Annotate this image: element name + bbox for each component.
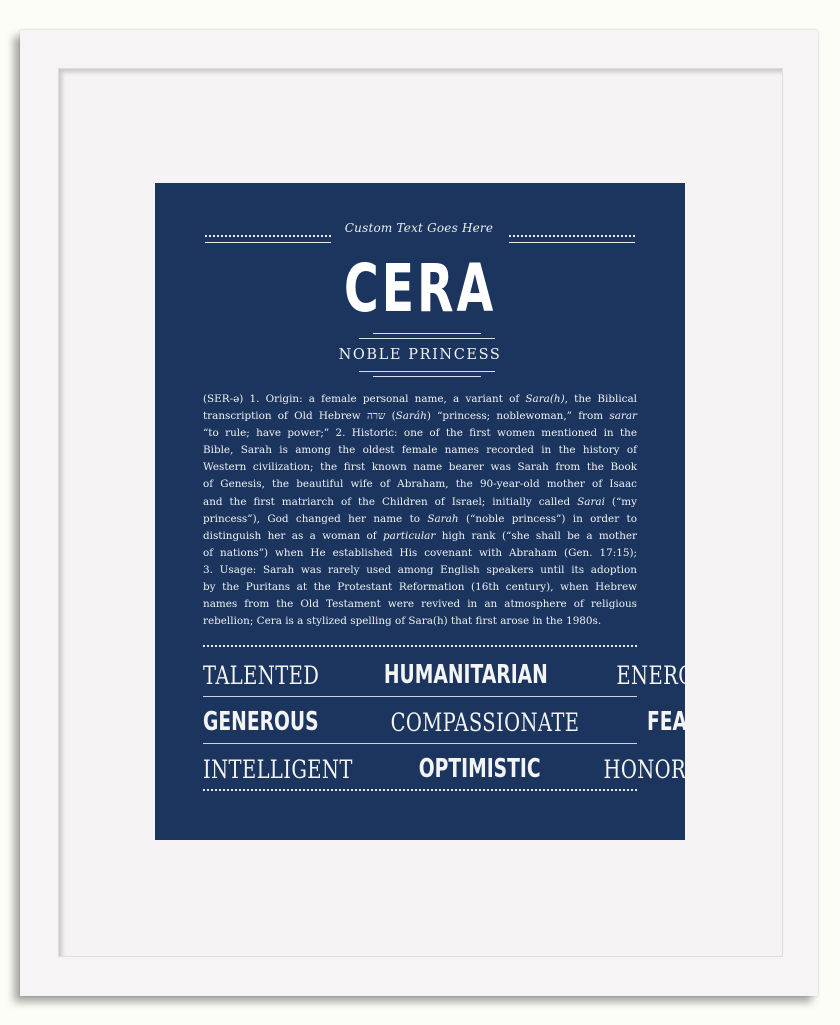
trait-word: FEARLESS <box>646 707 752 737</box>
definition-line: of Genesis, the beautiful wife of Abraham, the 90-year-old mother of Isaac <box>203 478 637 491</box>
definition-line: of nations”) when He established His covenant with Abraham (Gen. 17:15); <box>203 546 637 559</box>
custom-text-row <box>203 221 635 245</box>
definition-line: (SER-ə) 1. Origin: a female personal name, a variant of Sara(h), the Biblical <box>203 393 637 405</box>
trait-word: INTELLIGENT <box>203 754 353 784</box>
name-meaning: NOBLE PRINCESS <box>338 347 502 363</box>
name-definition <box>203 391 637 630</box>
definition-line: and the first matriarch of the Children of Israel; initially called Sarai (“my <box>203 495 637 508</box>
definition-line: distinguish her as a woman of particular high rank (“she shall be a mother <box>203 529 638 542</box>
trait-word: HONORABLE <box>603 754 744 784</box>
trait-row <box>203 749 744 789</box>
right-dotted-rule <box>509 235 635 243</box>
trait-row <box>203 655 746 695</box>
trait-word: TALENTED <box>203 660 320 690</box>
rule-above-meaning-1 <box>373 333 481 334</box>
rule-below-meaning-1 <box>359 371 495 372</box>
definition-line: by the Puritans at the Protestant Reformation (16th century), when Hebrew <box>203 581 637 594</box>
definition-line: names from the Old Testament were revived in an atmosphere of religious <box>203 598 637 611</box>
custom-text: Custom Text Goes Here <box>344 221 494 235</box>
definition-line: princess”), God changed her name to Sarah (“noble princess”) in order to <box>203 512 637 525</box>
left-dotted-rule <box>205 235 331 243</box>
name-print <box>155 183 752 840</box>
trait-divider-1 <box>203 696 637 697</box>
trait-word: OPTIMISTIC <box>418 754 541 784</box>
trait-word: ENERGETIC <box>616 660 746 690</box>
definition-line: “to rule; have power;” 2. Historic: one of the first women mentioned in the <box>203 427 637 440</box>
trait-row <box>203 702 752 742</box>
definition-line: Western civilization; the first known name bearer was Sarah from the Book <box>203 461 637 474</box>
definition-line: transcription of Old Hebrew שרה (Saráh) “princess; noblewoman,” from sarar <box>203 410 638 423</box>
definition-line: Bible, Sarah is among the oldest female names recorded in the history of <box>203 444 637 457</box>
name-title: CERA <box>343 250 497 327</box>
trait-word: HUMANITARIAN <box>383 660 548 690</box>
trait-word: GENEROUS <box>203 707 319 737</box>
dotted-rule-traits-top <box>203 645 637 647</box>
dotted-rule-traits-bottom <box>203 789 637 791</box>
trait-word: COMPASSIONATE <box>390 707 579 737</box>
definition-line: rebellion; Cera is a stylized spelling of Sara(h) that first arose in the 1980s. <box>203 615 602 628</box>
trait-divider-2 <box>203 743 637 744</box>
rule-below-meaning-2 <box>373 376 481 377</box>
rule-above-meaning-2 <box>359 338 495 339</box>
definition-line: 3. Usage: Sarah was rarely used among English speakers until its adoption <box>203 563 637 576</box>
